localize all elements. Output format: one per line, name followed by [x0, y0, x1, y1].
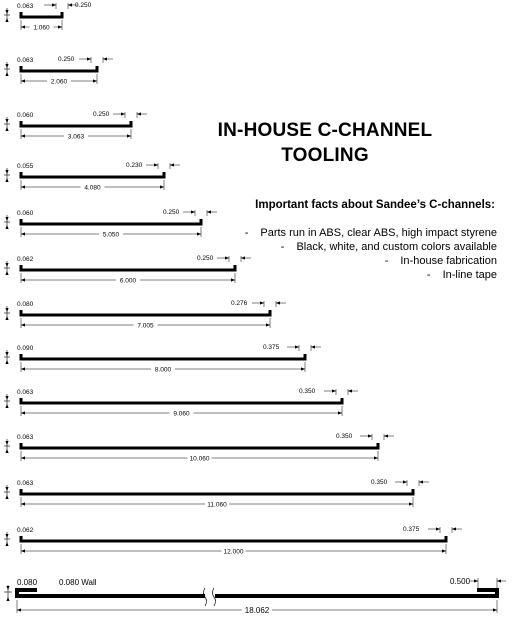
lip-dimension-arrow — [311, 345, 315, 348]
length-dimension-arrow — [338, 411, 342, 414]
lip-dimension-label: 0.230 — [126, 162, 143, 169]
wall-dimension-arrow — [6, 586, 9, 590]
wall-thickness-label: 0.062 — [17, 527, 34, 534]
length-dimension-arrow — [160, 185, 164, 188]
c-channel-profile — [4, 111, 147, 141]
fact-text: Black, white, and custom colors available — [296, 241, 497, 253]
channel-section — [21, 354, 305, 359]
lip-dimension-label: 0.350 — [371, 479, 388, 486]
overall-length-label: 18.062 — [244, 606, 270, 615]
wall-dimension-arrow — [5, 449, 8, 453]
fact-text: In-house fabrication — [400, 255, 497, 267]
wall-dimension-arrow — [5, 271, 8, 275]
c-channel-profile — [4, 209, 217, 239]
channel-section — [21, 265, 235, 270]
lip-dimension-label: 0.350 — [299, 388, 316, 395]
wall-thickness-label: 0.080 — [17, 301, 34, 308]
wall-dimension-arrow — [5, 316, 8, 320]
wall-dimension-arrow — [5, 119, 8, 123]
wall-thickness-label: 0.060 — [17, 210, 34, 217]
c-channel-profile — [4, 479, 429, 509]
length-dimension-arrow — [266, 323, 270, 326]
lip-dimension-arrow — [474, 579, 478, 582]
fact-item-fabrication — [385, 255, 497, 267]
length-dimension-arrow — [127, 134, 131, 137]
fact-item-materials — [245, 227, 497, 239]
length-dimension-arrow — [21, 278, 25, 281]
length-dimension-arrow — [21, 134, 25, 137]
channel-section — [21, 310, 270, 315]
lip-dimension-arrow — [207, 210, 211, 213]
lip-dimension-arrow — [452, 527, 456, 530]
overall-length-label: 6.000 — [119, 277, 137, 285]
overall-length-label: 2.060 — [50, 78, 68, 86]
lip-dimension-arrow — [121, 112, 125, 115]
overall-length-label: 1.060 — [33, 24, 50, 32]
channel-section — [21, 219, 201, 224]
wall-dimension-arrow — [5, 441, 8, 445]
overall-length-label: 9.060 — [173, 410, 190, 418]
overall-length-label: 12.000 — [223, 548, 244, 556]
lip-dimension-label: 0.250 — [197, 255, 214, 262]
channel-section — [21, 172, 164, 177]
c-channel-profile — [4, 2, 92, 32]
lip-dimension-arrow — [403, 480, 407, 483]
overall-length-label: 7.005 — [137, 322, 154, 330]
wall-note-label: 0.080 Wall — [59, 578, 97, 587]
wall-thickness-label: 0.062 — [17, 256, 34, 263]
wall-dimension-arrow — [5, 10, 8, 14]
wall-dimension-arrow — [5, 263, 8, 267]
c-channel-profile — [4, 526, 462, 556]
overall-length-label: 3.063 — [67, 133, 85, 141]
fact-text: In-line tape — [442, 269, 497, 281]
fact-bullet: - — [426, 269, 431, 281]
lip-dimension-arrow — [295, 345, 299, 348]
wall-dimension-arrow — [5, 542, 8, 546]
lip-dimension-label: 0.276 — [231, 300, 248, 307]
c-channel-profile — [4, 433, 394, 463]
lip-dimension-label: 0.375 — [263, 344, 280, 351]
lip-dimension-arrow — [276, 301, 280, 304]
length-dimension-arrow — [301, 367, 305, 370]
wall-dimension-arrow — [5, 495, 8, 499]
channel-section — [215, 590, 497, 596]
channel-section — [21, 121, 131, 126]
channel-section — [21, 398, 342, 403]
c-channel-profile — [4, 388, 358, 418]
lip-dimension-arrow — [348, 389, 352, 392]
length-dimension-arrow — [374, 456, 378, 459]
channel-section — [21, 443, 378, 448]
channel-section — [17, 590, 205, 596]
fact-bullet: - — [384, 255, 389, 267]
fact-bullet: - — [280, 241, 285, 253]
wall-dimension-arrow — [5, 64, 8, 68]
wall-dimension-arrow — [5, 170, 8, 174]
length-dimension-arrow — [21, 232, 25, 235]
fact-item-tape — [427, 269, 497, 281]
lip-dimension-label: 0.250 — [163, 209, 180, 216]
facts-heading: Important facts about Sandee’s C-channels: — [255, 199, 495, 211]
lip-dimension-label: 0.350 — [336, 433, 353, 440]
length-dimension-arrow — [21, 502, 25, 505]
lip-dimension-arrow — [52, 3, 56, 6]
lip-dimension-arrow — [68, 3, 72, 6]
wall-dimension-arrow — [5, 127, 8, 131]
length-dimension-arrow — [409, 502, 413, 505]
c-channel-profile — [4, 300, 286, 330]
wall-dimension-arrow — [5, 18, 8, 22]
wall-dimension-arrow — [5, 178, 8, 182]
wall-dimension-arrow — [5, 352, 8, 356]
overall-length-label: 5.050 — [102, 231, 120, 239]
wall-thickness-label: 0.055 — [17, 163, 34, 170]
overall-length-label: 10.060 — [189, 455, 210, 463]
c-channel-profile — [4, 255, 251, 285]
wall-thickness-label: 0.060 — [17, 112, 34, 119]
length-dimension-arrow — [58, 25, 62, 28]
length-dimension-arrow — [21, 185, 25, 188]
wall-dimension-arrow — [5, 404, 8, 408]
length-dimension-arrow — [17, 608, 21, 611]
lip-dimension-arrow — [419, 480, 423, 483]
wall-thickness-label: 0.063 — [17, 434, 34, 441]
wall-dimension-arrow — [5, 308, 8, 312]
lip-dimension-arrow — [260, 301, 264, 304]
length-dimension-arrow — [21, 323, 25, 326]
wall-dimension-arrow — [5, 360, 8, 364]
length-dimension-arrow — [21, 411, 25, 414]
page-title-line-1: IN-HOUSE C-CHANNEL — [217, 120, 433, 141]
lip-dimension-arrow — [191, 210, 195, 213]
c-channel-profile — [4, 56, 113, 86]
wall-thickness-label: 0.063 — [17, 389, 34, 396]
lip-dimension-arrow — [137, 112, 141, 115]
wall-dimension-arrow — [5, 487, 8, 491]
length-dimension-arrow — [21, 456, 25, 459]
channel-section — [21, 66, 97, 71]
wall-dimension-arrow — [6, 597, 9, 601]
lip-dimension-arrow — [103, 57, 107, 60]
wall-thickness-label: 0.063 — [17, 3, 34, 10]
wall-dimension-arrow — [5, 396, 8, 400]
fact-item-colors — [281, 241, 497, 253]
channel-section — [21, 536, 446, 541]
length-dimension-arrow — [21, 549, 25, 552]
fact-bullet: - — [244, 227, 249, 239]
overall-length-label: 11.060 — [207, 501, 227, 509]
lip-dimension-arrow — [497, 579, 501, 582]
lip-dimension-arrow — [241, 256, 245, 259]
length-dimension-arrow — [93, 79, 97, 82]
c-channel-profile — [4, 344, 321, 374]
fact-text: Parts run in ABS, clear ABS, high impact styrene — [260, 227, 497, 239]
lip-dimension-arrow — [225, 256, 229, 259]
length-dimension-arrow — [442, 549, 446, 552]
lip-dimension-arrow — [332, 389, 336, 392]
lip-dimension-label: 0.250 — [75, 2, 92, 9]
wall-thickness-label: 0.090 — [17, 345, 34, 352]
length-dimension-arrow — [21, 25, 25, 28]
wall-dimension-arrow — [5, 225, 8, 229]
lip-dimension-arrow — [368, 434, 372, 437]
wall-thickness-label: 0.080 — [17, 578, 38, 587]
lip-dimension-label: 0.500 — [450, 577, 471, 586]
length-dimension-arrow — [21, 367, 25, 370]
page-title-line-2: TOOLING — [281, 145, 369, 166]
lip-dimension-arrow — [87, 57, 91, 60]
c-channel-profile-long — [4, 577, 506, 615]
wall-dimension-arrow — [5, 72, 8, 76]
lip-dimension-label: 0.250 — [93, 111, 110, 118]
length-dimension-arrow — [493, 608, 497, 611]
lip-dimension-label: 0.250 — [58, 56, 75, 63]
channel-section — [21, 12, 62, 17]
lip-dimension-label: 0.375 — [403, 526, 420, 533]
channel-section — [21, 489, 413, 494]
length-dimension-arrow — [231, 278, 235, 281]
wall-dimension-arrow — [5, 217, 8, 221]
wall-dimension-arrow — [5, 534, 8, 538]
overall-length-label: 8.000 — [154, 366, 172, 374]
lip-dimension-arrow — [384, 434, 388, 437]
lip-dimension-arrow — [436, 527, 440, 530]
length-dimension-arrow — [197, 232, 201, 235]
wall-thickness-label: 0.063 — [17, 480, 34, 487]
overall-length-label: 4.080 — [84, 184, 101, 192]
wall-thickness-label: 0.063 — [17, 57, 34, 64]
length-dimension-arrow — [21, 79, 25, 82]
